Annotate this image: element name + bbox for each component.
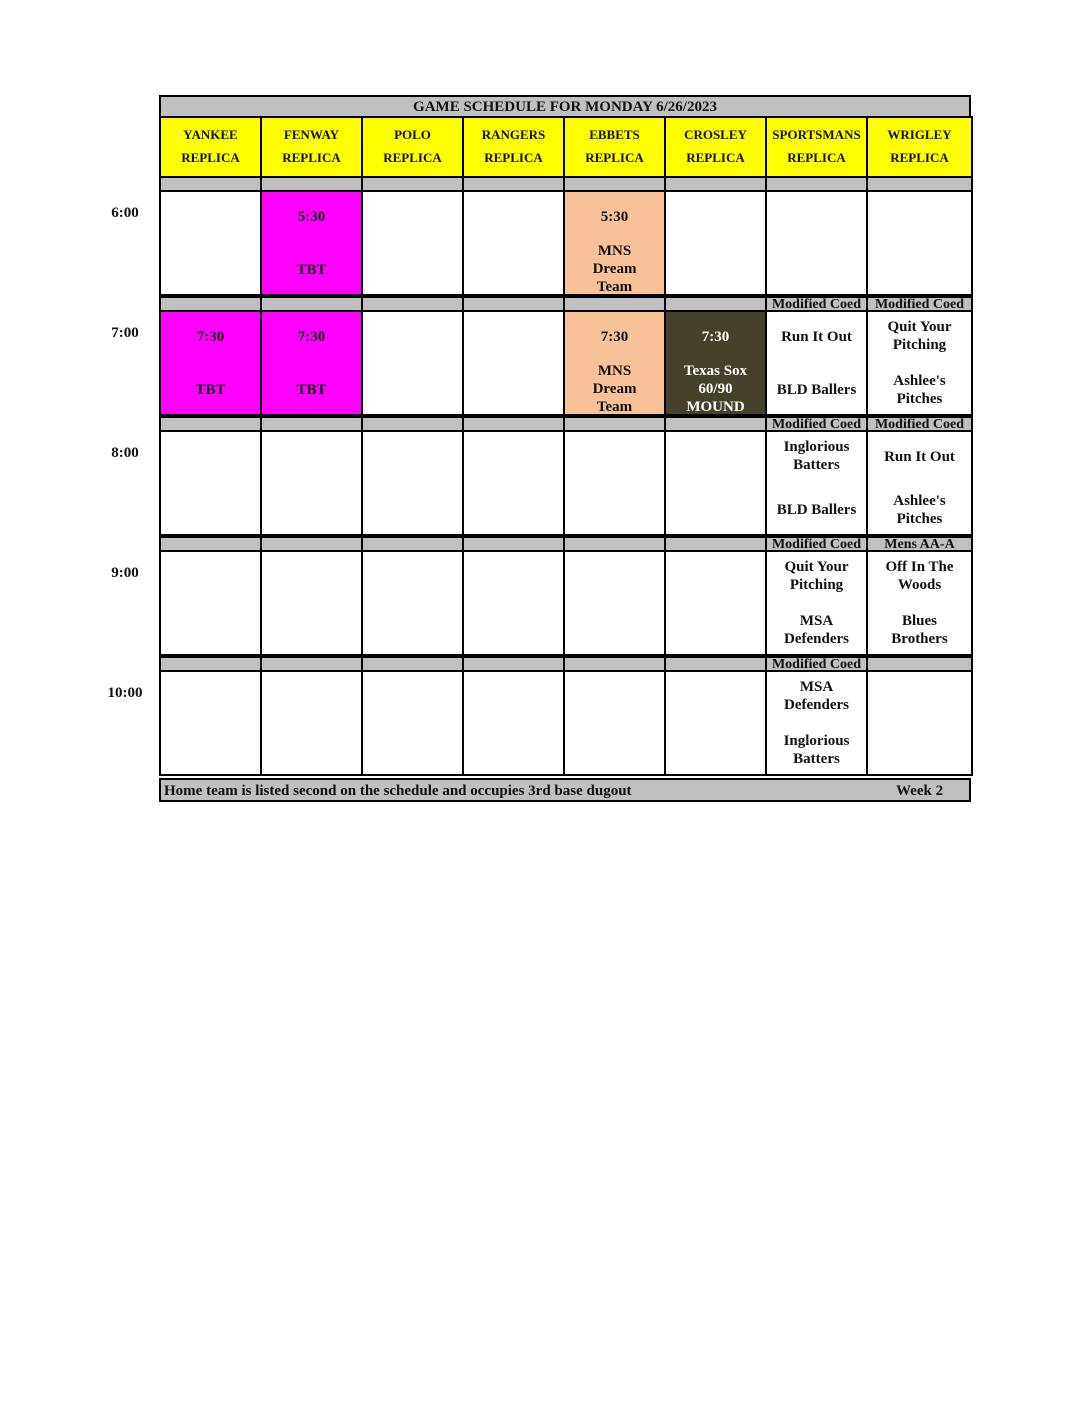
field-name: YANKEE — [183, 127, 238, 142]
division-label: Modified Coed — [765, 416, 868, 432]
game-cell — [664, 550, 767, 656]
game-cell — [159, 310, 262, 416]
game-cell — [361, 670, 464, 776]
field-name: WRIGLEY — [887, 127, 952, 142]
field-replica-label: REPLICA — [890, 150, 949, 165]
field-header — [159, 116, 262, 178]
home-team: Ashlee's Pitches — [893, 373, 946, 407]
game-cell — [462, 550, 565, 656]
game-cell — [159, 430, 262, 536]
field-header — [563, 116, 666, 178]
field-name: EBBETS — [589, 127, 640, 142]
game-time: 7:30 — [600, 329, 629, 345]
home-team-note: Home team is listed second on the schedule and occupies 3rd base dugout — [164, 783, 632, 799]
game-time: 5:30 — [297, 209, 326, 225]
away-team: Quit Your Pitching — [784, 559, 849, 593]
field-header — [462, 116, 565, 178]
game-cell — [563, 670, 666, 776]
division-label: Modified Coed — [765, 536, 868, 552]
game-cell — [462, 310, 565, 416]
time-label: 6:00 — [111, 205, 139, 221]
game-cell — [361, 190, 464, 296]
schedule-footer — [159, 778, 971, 802]
field-replica-label: REPLICA — [686, 150, 745, 165]
game-cell — [866, 190, 973, 296]
game-time: 7:30 — [701, 329, 730, 345]
game-cell — [260, 430, 363, 536]
game-cell — [361, 430, 464, 536]
home-team: Blues Brothers — [891, 613, 948, 647]
home-team: BLD Ballers — [776, 382, 857, 398]
field-header — [866, 116, 973, 178]
schedule-title: GAME SCHEDULE FOR MONDAY 6/26/2023 — [159, 95, 971, 118]
division-label: Modified Coed — [866, 296, 973, 312]
game-cell — [765, 430, 868, 536]
field-header — [664, 116, 767, 178]
home-team: MNS Dream Team — [592, 363, 637, 415]
home-team: TBT — [296, 262, 327, 278]
game-cell — [664, 190, 767, 296]
field-name: POLO — [394, 127, 431, 142]
field-name: RANGERS — [481, 127, 546, 142]
field-header — [361, 116, 464, 178]
game-cell — [159, 550, 262, 656]
away-team: MSA Defenders — [784, 679, 849, 713]
field-replica-label: REPLICA — [181, 150, 240, 165]
time-label: 7:00 — [111, 325, 139, 341]
game-time: 5:30 — [600, 209, 629, 225]
home-team: Inglorious Batters — [783, 733, 850, 767]
home-team: BLD Ballers — [776, 502, 857, 518]
field-replica-label: REPLICA — [787, 150, 846, 165]
home-team: TBT — [296, 382, 327, 398]
field-replica-label: REPLICA — [484, 150, 543, 165]
game-cell — [563, 310, 666, 416]
home-team: Texas Sox 60/90 MOUND — [683, 363, 748, 415]
time-label: 8:00 — [111, 445, 139, 461]
game-cell — [260, 310, 363, 416]
game-cell — [159, 190, 262, 296]
game-cell — [462, 190, 565, 296]
week-label: Week 2 — [896, 783, 944, 799]
home-team: Ashlee's Pitches — [893, 493, 946, 527]
schedule-table — [159, 95, 971, 802]
game-time: 7:30 — [297, 329, 326, 345]
game-cell — [866, 550, 973, 656]
game-cell — [765, 310, 868, 416]
game-cell — [866, 430, 973, 536]
game-cell — [462, 430, 565, 536]
division-label: Modified Coed — [765, 296, 868, 312]
game-cell — [563, 430, 666, 536]
field-header — [765, 116, 868, 178]
home-team: TBT — [195, 382, 226, 398]
home-team: MNS Dream Team — [592, 243, 637, 295]
game-cell — [765, 190, 868, 296]
game-cell — [563, 550, 666, 656]
away-team: Off In The Woods — [885, 559, 954, 593]
field-replica-label: REPLICA — [282, 150, 341, 165]
division-label: Modified Coed — [765, 656, 868, 672]
time-label: 9:00 — [111, 565, 139, 581]
game-cell — [260, 550, 363, 656]
game-cell — [361, 310, 464, 416]
division-label: Modified Coed — [866, 416, 973, 432]
game-cell — [765, 670, 868, 776]
game-cell — [664, 310, 767, 416]
game-cell — [765, 550, 868, 656]
game-cell — [462, 670, 565, 776]
division-label: Mens AA-A — [866, 536, 973, 552]
field-name: FENWAY — [283, 127, 340, 142]
field-replica-label: REPLICA — [383, 150, 442, 165]
game-cell — [664, 430, 767, 536]
game-cell — [866, 670, 973, 776]
time-label: 10:00 — [107, 685, 143, 701]
game-cell — [260, 190, 363, 296]
game-cell — [361, 550, 464, 656]
away-team: Run It Out — [884, 449, 955, 465]
game-cell — [664, 670, 767, 776]
home-team: MSA Defenders — [784, 613, 849, 647]
field-name: CROSLEY — [684, 127, 747, 142]
away-team: Inglorious Batters — [783, 439, 850, 473]
away-team: Quit Your Pitching — [887, 319, 952, 353]
game-time: 7:30 — [196, 329, 225, 345]
field-name: SPORTSMANS — [772, 127, 861, 142]
field-replica-label: REPLICA — [585, 150, 644, 165]
game-cell — [563, 190, 666, 296]
field-header — [260, 116, 363, 178]
away-team: Run It Out — [781, 329, 852, 345]
game-cell — [260, 670, 363, 776]
game-cell — [866, 310, 973, 416]
game-cell — [159, 670, 262, 776]
